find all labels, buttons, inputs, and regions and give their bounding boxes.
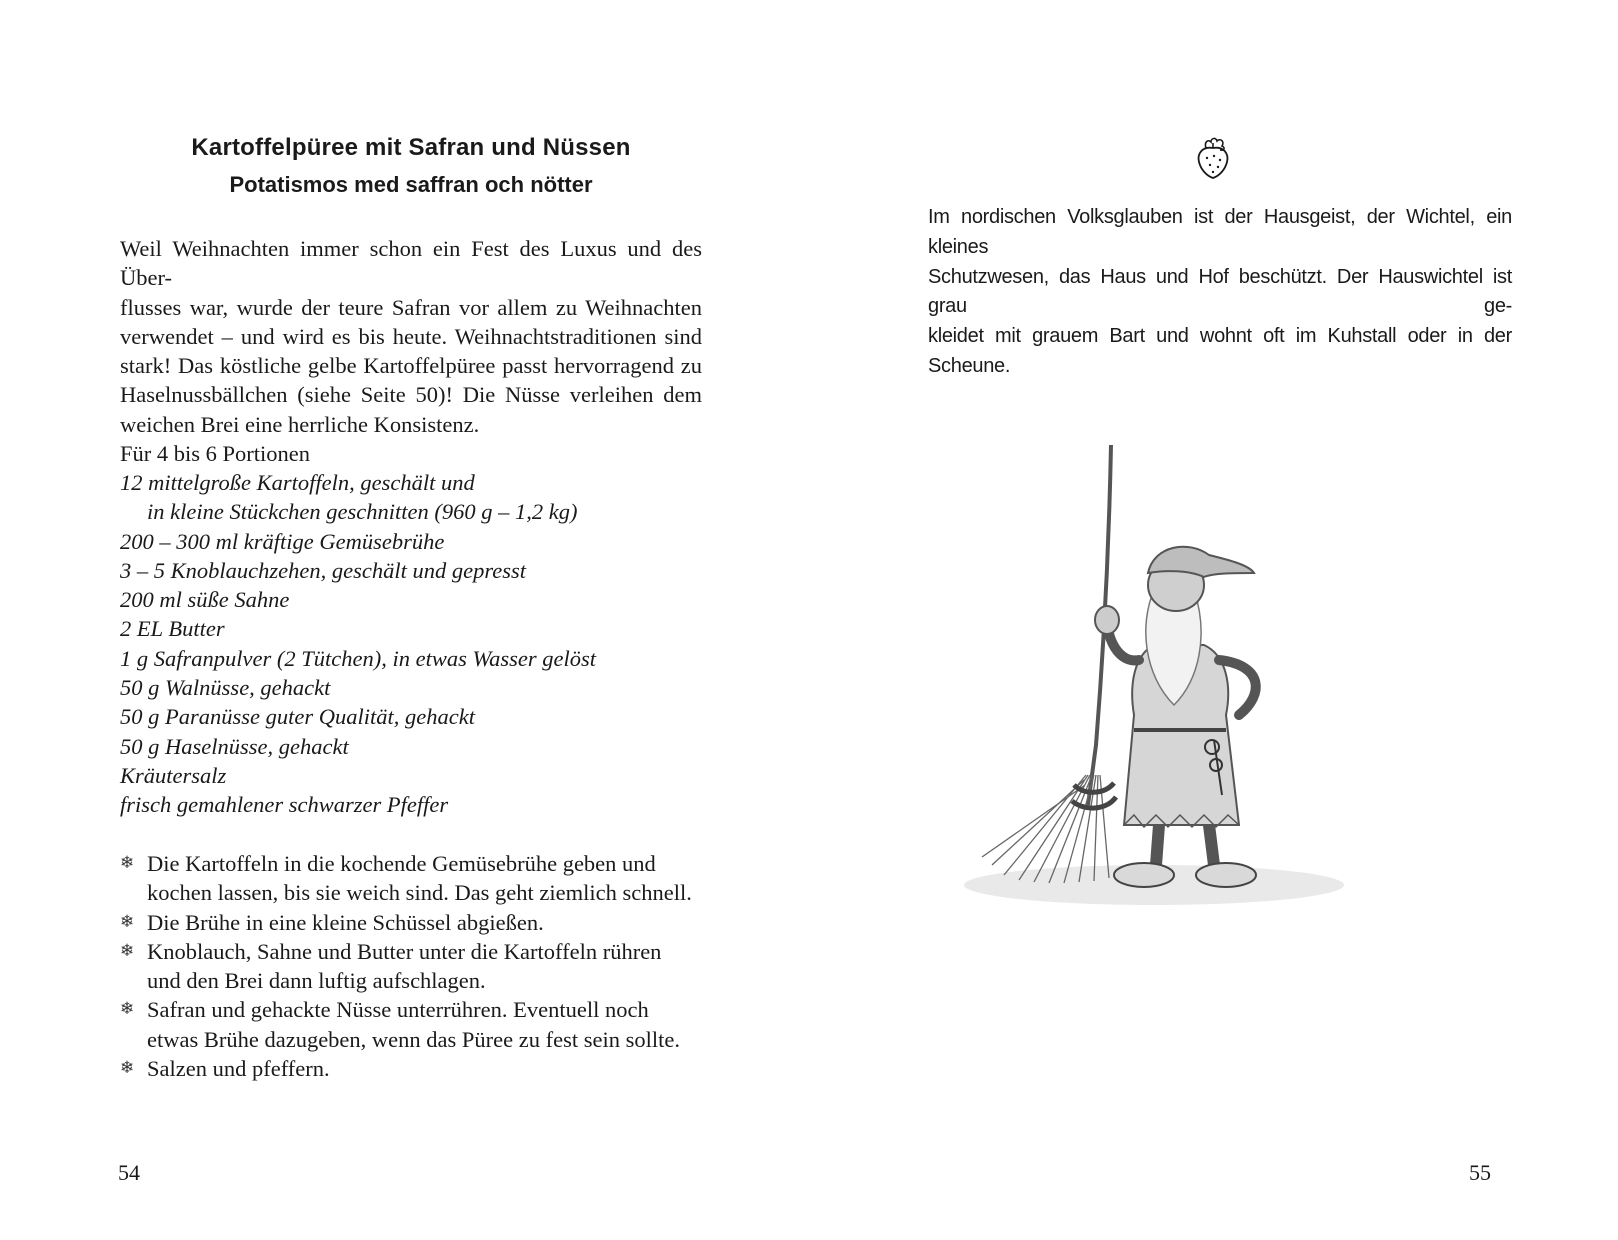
intro-line: stark! Das köstliche gelbe Kartoffelpüree passt hervorragend zu [120, 353, 702, 379]
snowflake-bullet-icon: ❄ [120, 940, 135, 961]
intro-line: Haselnussbällchen (siehe Seite 50)! Die Nüsse verleihen dem [120, 382, 702, 408]
step-text: Salzen und pfeffern. [147, 1056, 330, 1082]
step-item [120, 908, 720, 937]
recipe-subtitle: Potatismos med saffran och nötter [229, 172, 593, 197]
folk-line: Im nordischen Volksglauben ist der Hausgeist, der Wichtel, ein kleines [928, 206, 1512, 258]
folk-line: Schutzwesen, das Haus und Hof beschützt. Der Hauswichtel ist grau ge- [928, 265, 1512, 318]
ingredient-text: 12 mittelgroße Kartoffeln, geschält und [120, 470, 475, 495]
folk-belief-paragraph [928, 203, 1512, 382]
ingredient-item: 200 ml süße Sahne [120, 587, 290, 613]
step-text: Safran und gehackte Nüsse unterrühren. Eventuell noch [147, 997, 649, 1023]
ingredient-item: 200 – 300 ml kräftige Gemüsebrühe [120, 528, 445, 554]
step-item [120, 1054, 720, 1083]
snowflake-bullet-icon: ❄ [120, 1058, 135, 1079]
ingredient-item: Kräutersalz [120, 762, 227, 788]
ingredient-item: 3 – 5 Knoblauchzehen, geschält und gepresst [120, 557, 526, 583]
step-item [120, 995, 720, 1054]
ingredient-item: 2 EL Butter [120, 616, 225, 642]
step-item [120, 937, 720, 996]
folk-line: kleidet mit grauem Bart und wohnt oft im Kuhstall oder in der Scheune. [928, 325, 1512, 377]
gnome-with-broom-illustration [964, 445, 1344, 925]
ingredient-item: 50 g Paranüsse guter Qualität, gehackt [120, 704, 475, 730]
step-text: Die Brühe in eine kleine Schüssel abgießen. [147, 909, 544, 935]
snowflake-bullet-icon: ❄ [120, 911, 135, 932]
right-page [809, 0, 1618, 1240]
step-text-continued: und den Brei dann luftig aufschlagen. [147, 968, 486, 994]
ingredient-item [120, 468, 596, 527]
step-text: Knoblauch, Sahne und Butter unter die Kartoffeln rühren [147, 938, 662, 964]
step-text-continued: etwas Brühe dazugeben, wenn das Püree zu fest sein sollte. [147, 1026, 680, 1052]
intro-line: Weil Weihnachten immer schon ein Fest des Luxus und des Über- [120, 236, 702, 291]
recipe-title: Kartoffelpüree mit Safran und Nüssen [191, 134, 631, 161]
intro-paragraph [120, 234, 702, 439]
step-list [120, 849, 720, 1083]
intro-line: flusses war, wurde der teure Safran vor allem zu Weihnachten [120, 294, 702, 320]
strawberry-ornament-icon [1192, 134, 1234, 180]
ingredient-list [120, 468, 596, 820]
snowflake-bullet-icon: ❄ [120, 999, 135, 1020]
step-item [120, 849, 720, 908]
page-number-left: 54 [118, 1160, 140, 1185]
portions-label: Für 4 bis 6 Portionen [120, 441, 311, 466]
intro-line: verwendet – und wird es bis heute. Weihnachtstraditionen sind [120, 323, 702, 349]
intro-line: weichen Brei eine herrliche Konsistenz. [120, 411, 480, 437]
page-number-right: 55 [1469, 1160, 1491, 1185]
step-text-continued: kochen lassen, bis sie weich sind. Das geht ziemlich schnell. [147, 880, 692, 906]
snowflake-bullet-icon: ❄ [120, 853, 135, 873]
ingredient-item: frisch gemahlener schwarzer Pfeffer [120, 792, 449, 818]
ingredient-item: 1 g Safranpulver (2 Tütchen), in etwas Wasser gelöst [120, 645, 597, 671]
step-text: Die Kartoffeln in die kochende Gemüsebrühe geben und [147, 851, 656, 876]
ingredient-item: 50 g Haselnüsse, gehackt [120, 733, 349, 759]
ingredient-item: 50 g Walnüsse, gehackt [120, 675, 331, 701]
ingredient-text-continued: in kleine Stückchen geschnitten (960 g – 1,2 kg) [147, 499, 578, 525]
